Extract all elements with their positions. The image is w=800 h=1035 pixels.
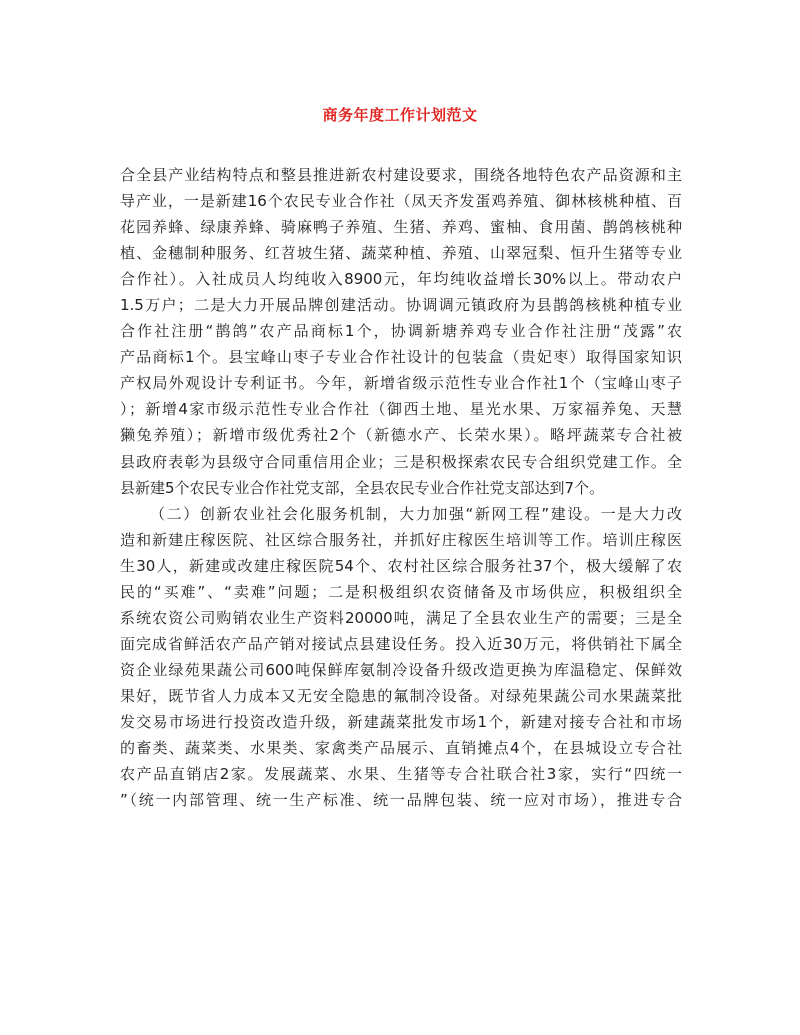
body-line: 植、金穗制种服务、红苕坡生猪、蔬菜种植、养殖、山翠冠梨、恒升生猪等专业	[120, 244, 682, 263]
body-line: 县政府表彰为县级守合同重信用企业；三是积极探索农民专合组织党建工作。全	[120, 452, 682, 471]
body-line: 花园养蜂、绿康养蜂、骑麻鸭子养殖、生猪、养鸡、蜜柚、食用菌、鹊鸽核桃种	[120, 218, 682, 237]
body-line: 生30人，新建或改建庄稼医院54个、农村社区综合服务社37个，极大缓解了农	[120, 556, 682, 575]
body-line: 产品商标1个。县宝峰山枣子专业合作社设计的包装盒（贵妃枣）取得国家知识	[120, 348, 682, 367]
document-title: 商务年度工作计划范文	[322, 106, 478, 124]
body-line: 资企业绿苑果蔬公司600吨保鲜库氨制冷设备升级改造更换为库温稳定、保鲜效	[120, 660, 682, 679]
paragraph-start-line: （二）创新农业社会化服务机制，大力加强“新网工程”建设。一是大力改	[150, 504, 682, 523]
body-line: 的畜类、蔬菜类、水果类、家禽类产品展示、直销摊点4个，在县城设立专合社	[120, 739, 682, 758]
body-line: 发交易市场进行投资改造升级，新建蔬菜批发市场1个，新建对接专合社和市场	[120, 712, 682, 731]
body-line: 合作社注册“鹊鸽”农产品商标1个，协调新塘养鸡专业合作社注册“茂露”农	[120, 322, 682, 341]
body-line: 面完成省鲜活农产品产销对接试点县建设任务。投入近30万元，将供销社下属全	[120, 634, 682, 653]
body-line: 导产业，一是新建16个农民专业合作社（凤天齐发蛋鸡养殖、御林核桃种植、百	[120, 192, 682, 211]
body-line: 农产品直销店2家。发展蔬菜、水果、生猪等专合社联合社3家，实行“四统一	[120, 765, 682, 784]
body-line: 产权局外观设计专利证书。今年，新增省级示范性专业合作社1个（宝峰山枣子	[120, 374, 682, 393]
body-line: 造和新建庄稼医院、社区综合服务社，并抓好庄稼医生培训等工作。培训庄稼医	[120, 530, 682, 549]
body-line: 合全县产业结构特点和整县推进新农村建设要求，围绕各地特色农产品资源和主	[120, 166, 682, 184]
body-line: 合作社）。入社成员人均纯收入8900元，年均纯收益增长30%以上。带动农户	[120, 270, 682, 289]
body-line: 獭兔养殖）；新增市级优秀社2个（新德水产、长荣水果）。略坪蔬菜专合社被	[120, 426, 682, 445]
body-line: 1.5万户；二是大力开展品牌创建活动。协调调元镇政府为县鹊鸽核桃种植专业	[120, 296, 682, 315]
body-line: ”（统一内部管理、统一生产标准、统一品牌包装、统一应对市场），推进专合	[120, 791, 682, 810]
body-line: 县新建5个农民专业合作社党支部，全县农民专业合作社党支部达到7个。	[120, 478, 605, 497]
body-line: ）；新增4家市级示范性专业合作社（御西土地、星光水果、万家福养兔、天慧	[120, 400, 682, 419]
body-line: 果好，既节省人力成本又无安全隐患的氟制冷设备。对绿苑果蔬公司水果蔬菜批	[120, 686, 682, 705]
document-body	[120, 162, 682, 813]
body-line: 系统农资公司购销农业生产资料20000吨，满足了全县农业生产的需要；三是全	[120, 608, 682, 627]
body-line: 民的“买难”、“卖难”问题；二是积极组织农资储备及市场供应，积极组织全	[120, 582, 682, 601]
